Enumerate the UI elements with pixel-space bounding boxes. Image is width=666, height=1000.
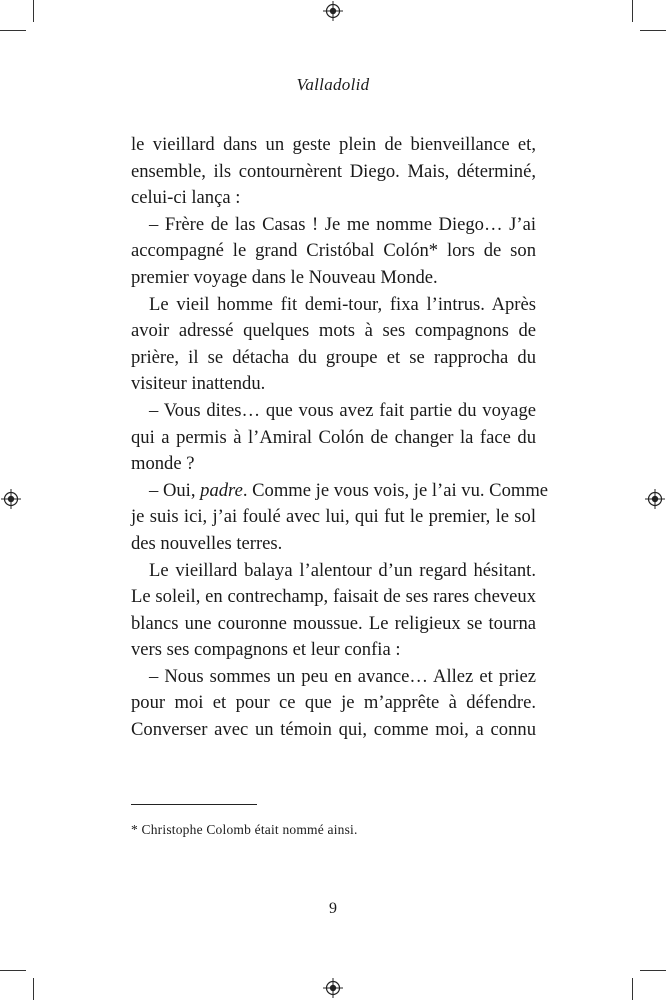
paragraph [131, 292, 536, 398]
crop-mark-bottom-right-vertical [632, 978, 633, 1000]
crop-mark-top-left [0, 30, 26, 31]
crop-mark-top-right [640, 30, 666, 31]
text-line: vers ses compagnons et leur confia : [131, 639, 401, 661]
body-text [131, 132, 549, 744]
page-number: 9 [329, 900, 337, 917]
crop-mark-bottom-left-vertical [33, 978, 34, 1000]
text-line: pour moi et pour ce que je m’apprête à défendre. [131, 692, 536, 714]
paragraph [131, 478, 549, 558]
text-line: – Vous dites… que vous avez fait partie du voyage [149, 399, 536, 421]
registration-mark-icon [323, 1, 343, 21]
crop-mark-top-left-vertical [33, 0, 34, 22]
crop-mark-top-right-vertical [632, 0, 633, 22]
text-line: – Nous sommes un peu en avance… Allez et priez [149, 665, 536, 687]
text-line: qui a permis à l’Amiral Colón de changer la face du [131, 426, 536, 448]
text-line: des nouvelles terres. [131, 532, 283, 554]
footnote: * Christophe Colomb était nommé ainsi. [131, 822, 358, 837]
text-line: celui-ci lança : [131, 187, 241, 209]
registration-mark-icon [323, 978, 343, 998]
text-line: avoir adressé quelques mots à ses compagnons de [131, 320, 536, 342]
paragraph [131, 558, 536, 664]
text-line: – Oui, padre. Comme je vous vois, je l’ai vu. Comme [149, 479, 549, 501]
paragraph [131, 212, 536, 292]
text-line: Le vieillard balaya l’alentour d’un regard hésitant. [149, 559, 536, 581]
text-line: Converser avec un témoin qui, comme moi, a connu [131, 719, 536, 741]
paragraph [131, 398, 536, 478]
text-line: premier voyage dans le Nouveau Monde. [131, 266, 438, 288]
text-line: – Frère de las Casas ! Je me nomme Diego… J’ai [149, 213, 536, 235]
text-line: monde ? [131, 453, 195, 475]
text-line: blancs une couronne moussue. Le religieux se tourna [131, 612, 536, 634]
text-line: accompagné le grand Cristóbal Colón* lors de son [131, 240, 536, 262]
text-line: prière, il se détacha du groupe et se rapprocha du [131, 346, 536, 368]
paragraph [131, 664, 536, 744]
registration-mark-icon [645, 489, 665, 509]
paragraph [131, 132, 536, 212]
italic-word: padre [200, 479, 243, 501]
text-line: je suis ici, j’ai foulé avec lui, qui fut le premier, le sol [131, 506, 536, 528]
text-line: Le soleil, en contrechamp, faisait de ses rares cheveux [131, 586, 536, 608]
text-line: le vieillard dans un geste plein de bienveillance et, [131, 134, 536, 155]
crop-mark-bottom-right [640, 970, 666, 971]
text-line: visiteur inattendu. [131, 373, 266, 395]
running-head: Valladolid [296, 75, 370, 94]
footnote-divider [131, 804, 257, 805]
crop-mark-bottom-left [0, 970, 26, 971]
text-line: ensemble, ils contournèrent Diego. Mais, déterminé, [131, 160, 536, 182]
text-line: Le vieil homme fit demi-tour, fixa l’intrus. Après [149, 293, 536, 315]
registration-mark-icon [1, 489, 21, 509]
